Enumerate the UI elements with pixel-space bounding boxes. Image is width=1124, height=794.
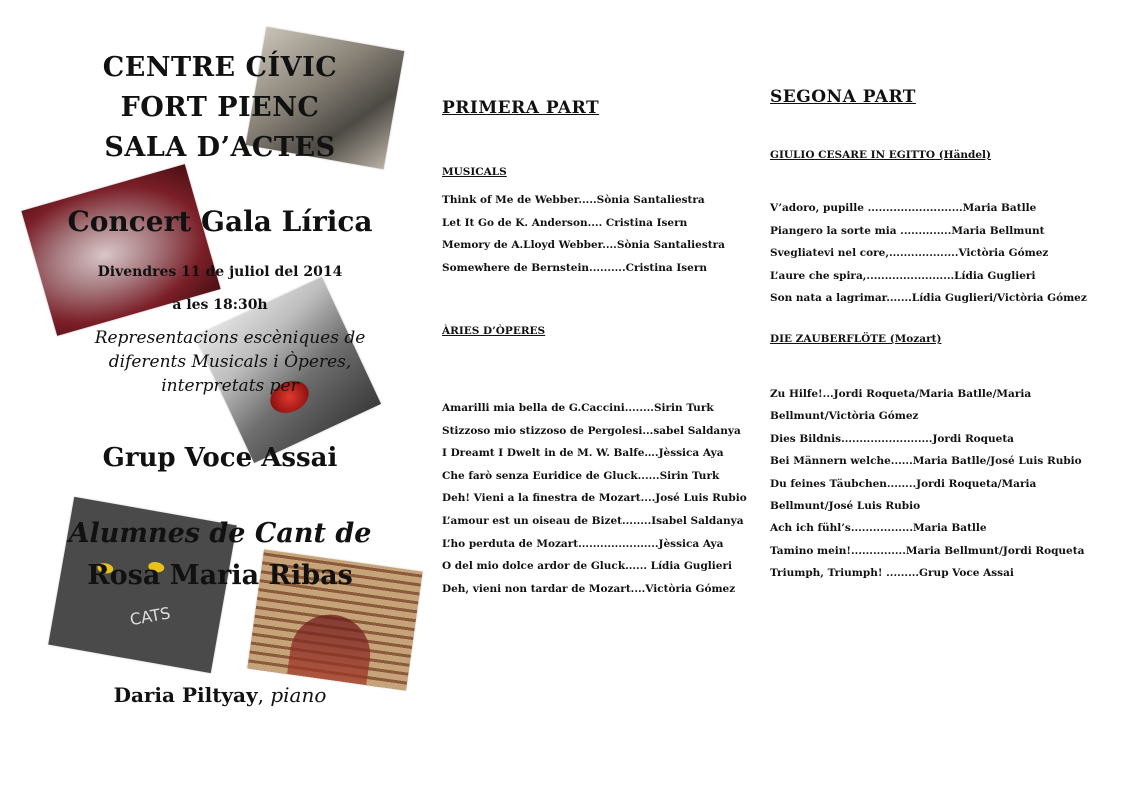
list-item: Somewhere de Bernstein..........Cristina Isern bbox=[442, 261, 708, 274]
concert-date: Divendres 11 de juliol del 2014 bbox=[97, 264, 343, 280]
list-item: Ach ich fühl’s.................Maria Batlle bbox=[770, 522, 987, 535]
list-item: Bei Männern welche......Maria Batlle/José Luis Rubio bbox=[770, 455, 1082, 468]
list-item: L’aure che spira,........................Lídia Guglieri bbox=[770, 269, 1036, 282]
list-item: L’amour est un oiseau de Bizet........Isabel Saldanya bbox=[442, 514, 744, 527]
venue-line: SALA D’ACTES bbox=[104, 132, 336, 163]
list-item: Stizzoso mio stizzoso de Pergolesi...sabel Saldanya bbox=[442, 424, 741, 437]
list-item: Che farò senza Euridice de Gluck......Sirin Turk bbox=[442, 469, 720, 482]
description-line: diferents Musicals i Òperes, bbox=[108, 352, 352, 372]
arias-list bbox=[442, 397, 747, 600]
pianist-role: piano bbox=[270, 683, 327, 707]
list-item: Amarilli mia bella de G.Caccini........Sirin Turk bbox=[442, 402, 714, 414]
description-line: interpretats per bbox=[161, 376, 299, 396]
pianist-name: Daria Piltyay bbox=[113, 683, 258, 707]
concert-time: a les 18:30h bbox=[172, 297, 268, 313]
teacher-name: Rosa Maria Ribas bbox=[87, 560, 353, 591]
primera-part-title: PRIMERA PART bbox=[442, 98, 600, 118]
list-item: Dies Bildnis.........................Jordi Roqueta bbox=[770, 432, 1014, 445]
cats-logo-text: CATS bbox=[128, 603, 172, 630]
zauber-list bbox=[770, 383, 1084, 585]
description-line: Representacions escèniques de bbox=[94, 328, 366, 348]
list-item: O del mio dolce ardor de Gluck...... Lídia Guglieri bbox=[442, 560, 732, 573]
venue-line: FORT PIENC bbox=[120, 92, 320, 123]
list-item: Son nata a lagrimar.......Lídia Guglieri/Victòria Gómez bbox=[770, 292, 1087, 304]
list-item: Tamino mein!...............Maria Bellmunt/Jordi Roqueta bbox=[770, 544, 1085, 557]
venue-block bbox=[70, 48, 370, 168]
list-item: Bellmunt/Victòria Gómez bbox=[770, 410, 919, 423]
list-item: Svegliatevi nel core,...................Victòria Gómez bbox=[770, 247, 1049, 259]
list-item: Let It Go de K. Anderson.... Cristina Isern bbox=[442, 216, 688, 229]
zauber-heading: DIE ZAUBERFLÖTE (Mozart) bbox=[770, 333, 942, 345]
segona-part-title: SEGONA PART bbox=[770, 87, 916, 107]
venue-line: CENTRE CÍVIC bbox=[102, 52, 338, 83]
giulio-heading: GIULIO CESARE IN EGITTO (Händel) bbox=[770, 149, 992, 161]
list-item: Du feines Täubchen........Jordi Roqueta/Maria bbox=[770, 477, 1037, 490]
list-item: V’adoro, pupille ..........................Maria Batlle bbox=[770, 202, 1037, 214]
list-item: Bellmunt/José Luis Rubio bbox=[770, 500, 921, 513]
musicals-list bbox=[442, 189, 725, 279]
list-item: Piangero la sorte mia ..............Maria Bellmunt bbox=[770, 224, 1045, 237]
concert-title: Concert Gala Lírica bbox=[67, 205, 373, 238]
list-item: I Dreamt I Dwelt in de M. W. Balfe….Jèssica Aya bbox=[442, 447, 724, 460]
alumnes-line: Alumnes de Cant de bbox=[68, 518, 372, 549]
pianist-line bbox=[60, 683, 380, 707]
list-item: Think of Me de Webber.....Sònia Santaliestra bbox=[442, 194, 705, 206]
list-item: Deh! Vieni a la finestra de Mozart....José Luis Rubio bbox=[442, 492, 747, 505]
arias-heading: ÀRIES D’ÒPERES bbox=[442, 325, 546, 337]
list-item: L’ho perduta de Mozart......................Jèssica Aya bbox=[442, 537, 724, 550]
list-item: Triumph, Triumph! .........Grup Voce Assai bbox=[770, 567, 1014, 580]
pianist-separator: , bbox=[257, 683, 264, 707]
description bbox=[90, 326, 370, 398]
group-name: Grup Voce Assai bbox=[102, 443, 338, 473]
list-item: Zu Hilfe!...Jordi Roqueta/Maria Batlle/Maria bbox=[770, 388, 1032, 400]
list-item: Memory de A.Lloyd Webber....Sònia Santaliestra bbox=[442, 239, 725, 251]
giulio-list bbox=[770, 197, 1087, 310]
musicals-heading: MUSICALS bbox=[442, 166, 507, 178]
list-item: Deh, vieni non tardar de Mozart....Victòria Gómez bbox=[442, 582, 736, 595]
